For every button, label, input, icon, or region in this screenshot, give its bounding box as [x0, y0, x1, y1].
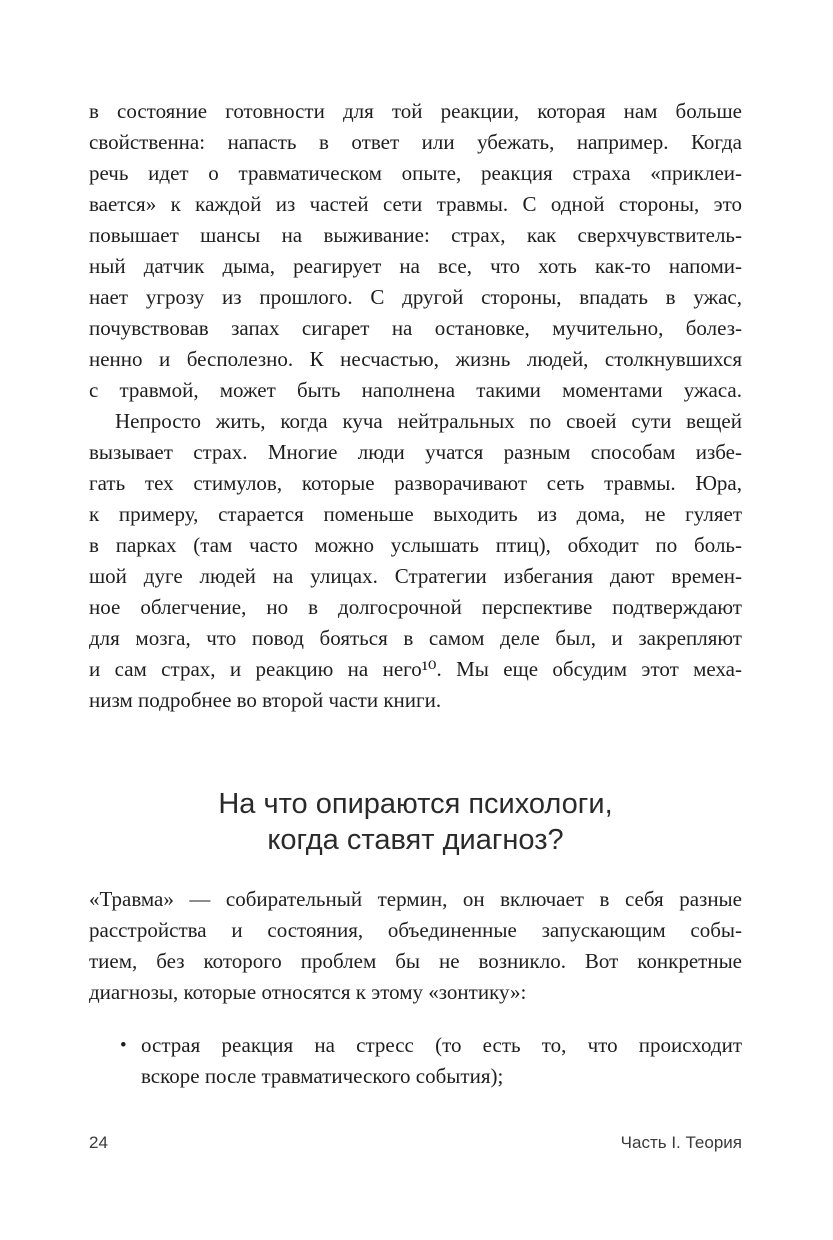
section-heading-line: На что опираются психологи, [218, 788, 613, 820]
text-line: нает угрозу из прошлого. С другой стороны, впадать в ужас, [89, 285, 742, 309]
text-line: к примеру, старается поменьше выходить из дома, не гуляет [89, 502, 742, 526]
body-paragraph-3 [89, 884, 742, 1008]
body-paragraph-2 [89, 406, 742, 716]
text-line: вается» к каждой из частей сети травмы. С одной стороны, это [89, 192, 742, 216]
section-heading-line: когда ставят диагноз? [267, 824, 564, 856]
page-number: 24 [89, 1133, 108, 1152]
text-line: «Травма» — собирательный термин, он включает в себя разные [89, 887, 742, 911]
text-line: Непросто жить, когда куча нейтральных по своей сути вещей [115, 409, 742, 433]
text-line: ный датчик дыма, реагирует на все, что хоть как-то напоми- [89, 254, 742, 278]
text-line: в состояние готовности для той реакции, которая нам больше [89, 99, 742, 123]
text-line: вскоре после травматического события); [141, 1064, 504, 1088]
text-line: тием, без которого проблем бы не возникло. Вот конкретные [89, 949, 742, 973]
page-footer [89, 1133, 742, 1153]
bullet-text [141, 1030, 742, 1092]
text-line: повышает шансы на выживание: страх, как сверхчувствитель- [89, 223, 742, 247]
text-line: и сам страх, и реакцию на него¹⁰. Мы еще обсудим этот меха- [89, 657, 742, 681]
text-line: шой дуге людей на улицах. Стратегии избегания дают времен- [89, 564, 742, 588]
text-line: расстройства и состояния, объединенные запускающим собы- [89, 918, 742, 942]
body-paragraph-1 [89, 96, 742, 406]
text-line: ное облегчение, но в долгосрочной перспективе подтверждают [89, 595, 742, 619]
text-line: в парках (там часто можно услышать птиц), обходит по боль- [89, 533, 742, 557]
bullet-list-item [89, 1030, 742, 1092]
text-line: вызывает страх. Многие люди учатся разным способам избе- [89, 440, 742, 464]
text-line: свойственна: напасть в ответ или убежать, например. Когда [89, 130, 742, 154]
text-line: диагнозы, которые относятся к этому «зонтику»: [89, 980, 527, 1004]
text-line: ненно и бесполезно. К несчастью, жизнь людей, столкнувшихся [89, 347, 742, 371]
text-line: острая реакция на стресс (то есть то, что происходит [141, 1033, 742, 1057]
bullet-marker: • [120, 1035, 127, 1056]
section-heading [89, 786, 742, 858]
running-title: Часть I. Теория [620, 1133, 742, 1152]
text-line: для мозга, что повод бояться в самом деле был, и закрепляют [89, 626, 742, 650]
text-line: гать тех стимулов, которые разворачивают сеть травмы. Юра, [89, 471, 742, 495]
text-line: с травмой, может быть наполнена такими моментами ужаса. [89, 378, 742, 402]
text-line: речь идет о травматическом опыте, реакция страха «приклеи- [89, 161, 742, 185]
text-line: низм подробнее во второй части книги. [89, 688, 442, 712]
text-line: почувствовав запах сигарет на остановке, мучительно, болез- [89, 316, 742, 340]
